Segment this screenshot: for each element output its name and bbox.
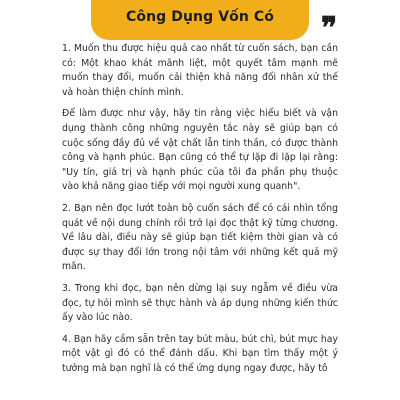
- page-title: Công Dụng Vốn Có: [126, 9, 274, 25]
- paragraph-3: 2. Bạn nên đọc lướt toàn bộ cuốn sách để có cái nhìn tổng quát về nội dung chính rồi trở lại đọc thật kỹ từng chương. Về lâu dài, điều này sẽ giúp bạn tiết kiệm thời gian và có được sự thay đổi lớn trong nội tâm với những kết quả mỹ mãn.: [62, 202, 338, 273]
- paragraph-2: Để làm được như vậy, hãy tin rằng việc hiểu biết và vận dụng thành công những nguyên tắc này sẽ giúp bạn có cuộc sống đầy đủ về vật chất lẫn tinh thần, có được thành công và hạnh phúc. Bạn cũng có thể tự lặp đi lặp lại rằng: "Uy tín, giá trị và hạnh phúc của tôi đa phần phụ thuộc vào khả năng giao tiếp với mọi người xung quanh".: [62, 108, 338, 193]
- page-body: [62, 42, 338, 383]
- quote-mark-icon: ❞: [321, 11, 338, 46]
- paragraph-4: 3. Trong khi đọc, bạn nên dừng lại suy ngẫm về điều vừa đọc, tự hỏi mình sẽ thực hành và áp dụng những kiến thức ấy vào lúc nào.: [62, 282, 338, 324]
- paragraph-5: 4. Bạn hãy cầm sẵn trên tay bút màu, bút chì, bút mực hay một vật gì đó có thể đánh dấu. Khi bạn tìm thấy một ý tưởng mà bạn nghĩ là có thể ứng dụng ngay được, hãy tô: [62, 333, 338, 374]
- paragraph-1: 1. Muốn thu được hiệu quả cao nhất từ cuốn sách, bạn cần có: Một khao khát mãnh liệt, một quyết tâm mạnh mẽ muốn thay đổi, muốn cải thiện khả năng đối nhân xử thế và hoàn thiện chính mình.: [62, 43, 338, 98]
- chapter-banner: [91, 0, 309, 40]
